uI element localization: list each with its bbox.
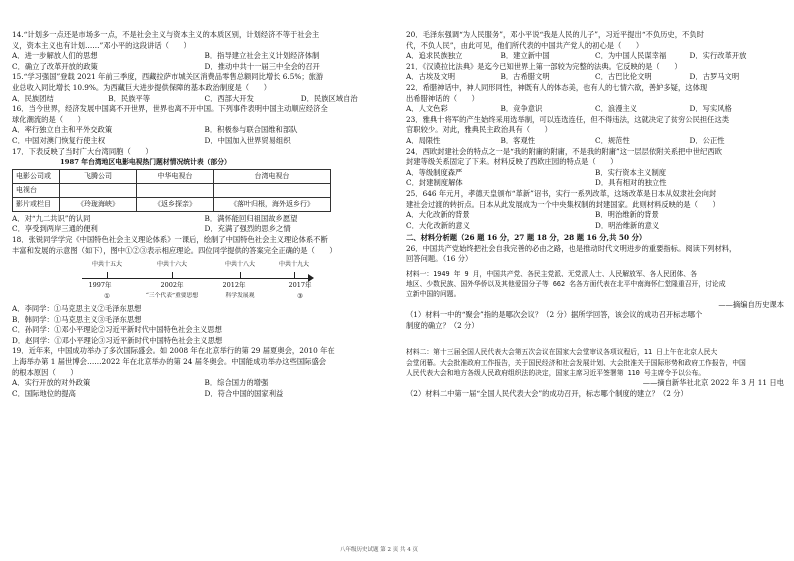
- q15-option-c[interactable]: C．西部大开发: [204, 93, 254, 103]
- q24-options-row-1: [406, 168, 784, 179]
- q15-options: [12, 94, 397, 105]
- q16-option-a[interactable]: A．率行独立自主和平外交政策: [12, 125, 113, 135]
- timeline-tick: [107, 272, 108, 278]
- question-17: [12, 147, 397, 235]
- timeline-year: 2012年: [222, 281, 246, 290]
- table-cell: 影片或栏目: [13, 197, 60, 211]
- q14-option-d[interactable]: D．推动中共十一届三中全会的召开: [204, 61, 320, 71]
- timeline-theory: ①: [104, 292, 110, 301]
- q19-option-d[interactable]: D．符合中国的国家利益: [204, 388, 284, 398]
- material-one-3: 立新中国的问题。: [406, 290, 461, 299]
- q14-option-c[interactable]: C．确立了改革开放的政策: [12, 61, 98, 71]
- q21-option-b[interactable]: B．古希腊文明: [500, 72, 550, 82]
- q16-option-d[interactable]: D．中国加入世界贸易组织: [204, 135, 291, 145]
- table-cell: 电影公司或: [13, 169, 60, 183]
- q24-stem-1: 24．西欧封建社会的特点之一是“我的附庸的附庸，不是我的附庸”这一层层依附关系把中世纪西欧: [406, 146, 722, 156]
- q14-option-b[interactable]: B．指导建立社会主义计划经济体制: [204, 51, 320, 61]
- q24-option-b[interactable]: B．实行资本主义制度: [595, 167, 667, 177]
- question-20: [406, 30, 784, 62]
- q20-options: [406, 51, 784, 62]
- q20-stem-2: 代，不负人民”，由此可见，他们所代表的中国共产党人的初心是（ ）: [406, 40, 644, 50]
- q19-options-row-1: [12, 378, 397, 389]
- q23-option-b[interactable]: B．客观性: [500, 135, 536, 145]
- q17-stem: 17．下表反映了当时广大台湾同胞（ ）: [12, 146, 153, 156]
- question-25: [406, 189, 784, 231]
- q19-option-b[interactable]: B．综合国力的增强: [204, 378, 269, 388]
- q17-option-b[interactable]: B．满怀能回归祖国故乡愿望: [204, 213, 298, 223]
- material-two-source: ——摘自新华社北京 2022 年 3 月 11 日电: [642, 378, 784, 388]
- timeline-year: 2002年: [160, 281, 184, 290]
- q18-option-b[interactable]: B．韩同学：①马克思主义③毛泽东思想: [12, 314, 142, 324]
- q16-stem-2: 球化潮流的是（ ）: [12, 114, 85, 124]
- q26-stem-2: 回答问题。（16 分）: [406, 254, 473, 264]
- q18-stem-2: 丰富和发展的示意图（如下），图中①②③表示相应理论。四位同学提供的答案完全正确的是（ ）: [12, 245, 337, 255]
- q25-option-a[interactable]: A．大化改新的背景: [406, 210, 470, 220]
- timeline-tick: [294, 272, 295, 278]
- q25-stem-2: 建社会过渡的转折点。日本从此发展成为一个中央集权制的封建国家。此则材料反映的是（ ）: [406, 199, 720, 209]
- q19-stem-1: 19．近年来，中国成功举办了多次国际盛会。如 2008 年在北京举行的第 29 届夏奥会，2010 年在: [12, 346, 335, 356]
- q15-stem-1: 15.“学习强国”登载 2021 年前三季度，西藏拉萨市城关区消费品零售总额同比增长 6.5%；旅游: [12, 72, 324, 82]
- q15-stem-2: 业总收入同比增长 10.9%。为西藏巨大进步提供保障的基本政治制度是（ ）: [12, 82, 271, 92]
- q18-stem-1: 18．张锐同学学完《中国特色社会主义理论体系》一课后，绘制了中国特色社会主义理论体系不断: [12, 234, 328, 244]
- question-26: [406, 244, 784, 399]
- q21-option-d[interactable]: D．古罗马文明: [689, 72, 740, 82]
- q19-stem-3: 的根本原因（ ）: [12, 367, 78, 377]
- timeline-theory: ③: [297, 292, 303, 301]
- table-cell: 《玲珑海峡》: [60, 197, 137, 211]
- q22-option-b[interactable]: B．竞争意识: [500, 104, 543, 114]
- q17-table-title: 1987 年台湾地区电影电视热门题材情况统计表（部分）: [60, 158, 231, 167]
- timeline-theory: 科学发展观: [225, 293, 255, 300]
- table-row: [13, 183, 331, 197]
- question-21: [406, 62, 784, 83]
- q14-options-row-2: [12, 62, 397, 73]
- timeline-theory: “三个代表”重要思想: [145, 293, 199, 300]
- q25-option-b[interactable]: B．明治维新的背景: [595, 210, 659, 220]
- q16-option-c[interactable]: C．中国对澳门恢复行使主权: [12, 135, 106, 145]
- q16-stem-1: 16．当今世界，经济发展中国离不开世界，世界也离不开中国。下列事件表明中国主动顺应经济全: [12, 104, 328, 114]
- q23-stem-1: 23．雅典十将军的产生始终采用选举制，可以连选连任，但不得违法，这就决定了贫穷公民担任这类: [406, 114, 730, 124]
- timeline-event: 中共十八大: [224, 261, 256, 269]
- q18-option-a[interactable]: A．李同学：①马克思主义②毛泽东思想: [12, 304, 142, 314]
- q22-option-d[interactable]: D．写实风格: [689, 104, 732, 114]
- section-heading: 二、材料分析题（26 题 16 分，27 题 18 分，28 题 16 分,共 50 分）: [406, 233, 647, 243]
- table-cell: 飞腾公司: [60, 169, 137, 183]
- q23-option-a[interactable]: A．局限性: [406, 135, 441, 145]
- question-14: [12, 30, 397, 72]
- q25-option-d[interactable]: D．明治维新的意义: [595, 220, 660, 230]
- q17-option-d[interactable]: D．充满了强烈的思乡之情: [204, 224, 291, 234]
- timeline-year: 1997年: [88, 281, 112, 290]
- sub-question-1-line-2: 制度的确立？（2 分）: [406, 320, 479, 330]
- q22-option-c[interactable]: C．浪漫主义: [595, 104, 638, 114]
- question-22: [406, 83, 784, 115]
- q25-options-row-2: [406, 221, 784, 232]
- material-two-1: 材料二：第十三届全国人民代表大会第五次会议在国家大会堂审议各项议程后，11 日上午在北京人民大: [406, 348, 718, 357]
- q25-stem-1: 25．646 年元月，孝德天皇颁布“革新”诏书，实行一系列改革，这场改革是日本从奴隶社会向封: [406, 188, 717, 198]
- q22-options: [406, 104, 784, 115]
- material-one-source: ——摘编自历史课本: [718, 299, 784, 309]
- q16-option-b[interactable]: B．积极参与联合国维和部队: [204, 125, 298, 135]
- q19-options-row-2: [12, 389, 397, 400]
- q22-stem-1: 22．希腊神话中，神人同形同性，神既有人的体态美，也有人的七情六欲，善妒多疑，这体现: [406, 82, 708, 92]
- q20-option-b[interactable]: B．建立新中国: [500, 51, 550, 61]
- q23-stem-2: 官职较少。对此，雅典民主政治具有（ ）: [406, 125, 552, 135]
- q15-option-b[interactable]: B．民族平等: [108, 93, 151, 103]
- question-18: [12, 235, 397, 347]
- timeline-axis: [82, 278, 312, 279]
- timeline-event: 中共十九大: [278, 261, 310, 269]
- table-cell: 电视台: [13, 183, 60, 197]
- table-row: [13, 169, 331, 183]
- q15-option-d[interactable]: D．民族区域自治: [300, 93, 358, 103]
- table-cell: 《落叶归根，海外返乡行》: [214, 197, 331, 211]
- theory-timeline: [12, 258, 397, 304]
- page-footer: 八年级历史试题 第 2 页 共 4 页: [340, 547, 418, 553]
- q20-option-d[interactable]: D．实行改革开放: [689, 51, 747, 61]
- q24-option-a[interactable]: A．等级制度森严: [406, 167, 463, 177]
- q23-options: [406, 136, 784, 147]
- sub-question-1-line-1: （1）材料一中的“聚会”指的是哪次会议？（2 分）据所学回答，该会议的成功召开标志哪个: [406, 310, 703, 320]
- sub-question-2: （2）材料二中第一届“全国人民代表大会”的成功召开，标志哪个制度的建立？（2 分）: [406, 388, 688, 398]
- table-row: [13, 197, 331, 211]
- q21-option-c[interactable]: C．古巴比伦文明: [595, 72, 652, 82]
- films-table: [12, 169, 331, 212]
- table-cell: 台湾电视台: [214, 169, 331, 183]
- q17-option-a[interactable]: A．对“九二共识”的认同: [12, 213, 91, 223]
- q18-option-d[interactable]: D．赵同学：①邓小平理论③习近平新时代中国特色社会主义思想: [12, 335, 223, 345]
- q15-option-a[interactable]: A．民族团结: [12, 93, 54, 103]
- q14-stem-2: 义，资本主义也有计划……”邓小平的这段讲话（ ）: [12, 40, 191, 50]
- table-cell: [60, 183, 137, 197]
- question-16: [12, 104, 397, 146]
- question-24: [406, 147, 784, 189]
- q19-stem-2: 上海举办第 1 届世博会……2022 年在北京举办的第 24 届冬奥会。中国能成功举办这些国际盛会: [12, 357, 327, 367]
- question-23: [406, 115, 784, 147]
- material-two-3: 人民代表大会和地方各级人民政府组织法的决定，国家主席习近平签署第 110 号主席令予以公布。: [406, 368, 706, 377]
- question-15: [12, 72, 397, 104]
- q21-stem: 21．《汉谟拉比法典》是迄今已知世界上第一部较为完整的法典。它反映的是（ ）: [406, 61, 682, 71]
- table-cell: [137, 183, 214, 197]
- q23-option-d[interactable]: D．公正性: [689, 135, 725, 145]
- q20-stem-1: 20．毛泽东强调“为人民服务”，邓小平说“我是人民的儿子”，习近平提出“不负历史，不负时: [406, 30, 704, 39]
- material-two-2: 会堂闭幕。大会批准政府工作报告，关于国民经济和社会发展计划、大会批准关于国际形势和政府工作报告，中国: [406, 358, 746, 367]
- q23-option-c[interactable]: C．规范性: [595, 135, 630, 145]
- q17-options-row-1: [12, 214, 397, 225]
- right-column: [406, 30, 784, 399]
- answer-space[interactable]: [406, 331, 784, 347]
- q25-option-c[interactable]: C．大化改新的意义: [406, 220, 470, 230]
- table-cell: 中华电视台: [137, 169, 214, 183]
- table-cell: [214, 183, 331, 197]
- q18-option-c[interactable]: C．孙同学：①邓小平理论②习近平新时代中国特色社会主义思想: [12, 325, 222, 335]
- q20-option-a[interactable]: A．追求民族独立: [406, 51, 463, 61]
- q21-option-a[interactable]: A．古埃及文明: [406, 72, 456, 82]
- q24-option-d[interactable]: D．具有相对的独立性: [595, 178, 667, 188]
- q24-options-row-2: [406, 178, 784, 189]
- table-cell: 《返乡探亲》: [137, 197, 214, 211]
- q17-options-row-2: [12, 224, 397, 235]
- q16-options-row-2: [12, 136, 397, 147]
- question-19: [12, 346, 397, 399]
- q16-options-row-1: [12, 125, 397, 136]
- q21-options: [406, 72, 784, 83]
- q24-option-c[interactable]: C．封建制度解体: [406, 178, 463, 188]
- q17-option-c[interactable]: C．享受到两岸三通的便利: [12, 224, 98, 234]
- timeline-tick: [172, 272, 173, 278]
- timeline-tick: [240, 272, 241, 278]
- timeline-event: 中共十六大: [156, 261, 188, 269]
- material-one-2: 地区、少数民族、国外华侨以及其他爱国分子等 662 名各方面代表在北平中南海怀仁堂隆重召开，讨论成: [406, 280, 726, 289]
- timeline-year: 2017年: [288, 281, 312, 290]
- q19-option-a[interactable]: A．实行开放的对外政策: [12, 378, 91, 388]
- q14-options-row-1: [12, 51, 397, 62]
- q22-option-a[interactable]: A．人文色彩: [406, 104, 448, 114]
- material-one-1: 材料一：1949 年 9 月，中国共产党、各民主党派、无党派人士、人民解放军、各人民团体、各: [406, 270, 698, 279]
- q20-option-c[interactable]: C．为中国人民谋幸福: [595, 51, 667, 61]
- q14-stem-1: 14.“计划多一点还是市场多一点，不是社会主义与资本主义的本质区别，计划经济不等于社会主: [12, 30, 320, 39]
- q25-options-row-1: [406, 210, 784, 221]
- left-column: [12, 30, 397, 399]
- q24-stem-2: 封建等级关系固定了下来。材料反映了西欧庄园的特点是（ ）: [406, 157, 618, 167]
- q22-stem-2: 出希腊神话的（ ）: [406, 93, 479, 103]
- timeline-event: 中共十五大: [91, 261, 123, 269]
- q19-option-c[interactable]: C．国际地位的提高: [12, 388, 76, 398]
- q14-option-a[interactable]: A．进一步解放人们的思想: [12, 51, 98, 61]
- q26-stem-1: 26．中国共产党始终把社会自我完善的必由之路，也是推动时代文明进步的重要指标。阅读下列材料，: [406, 243, 737, 253]
